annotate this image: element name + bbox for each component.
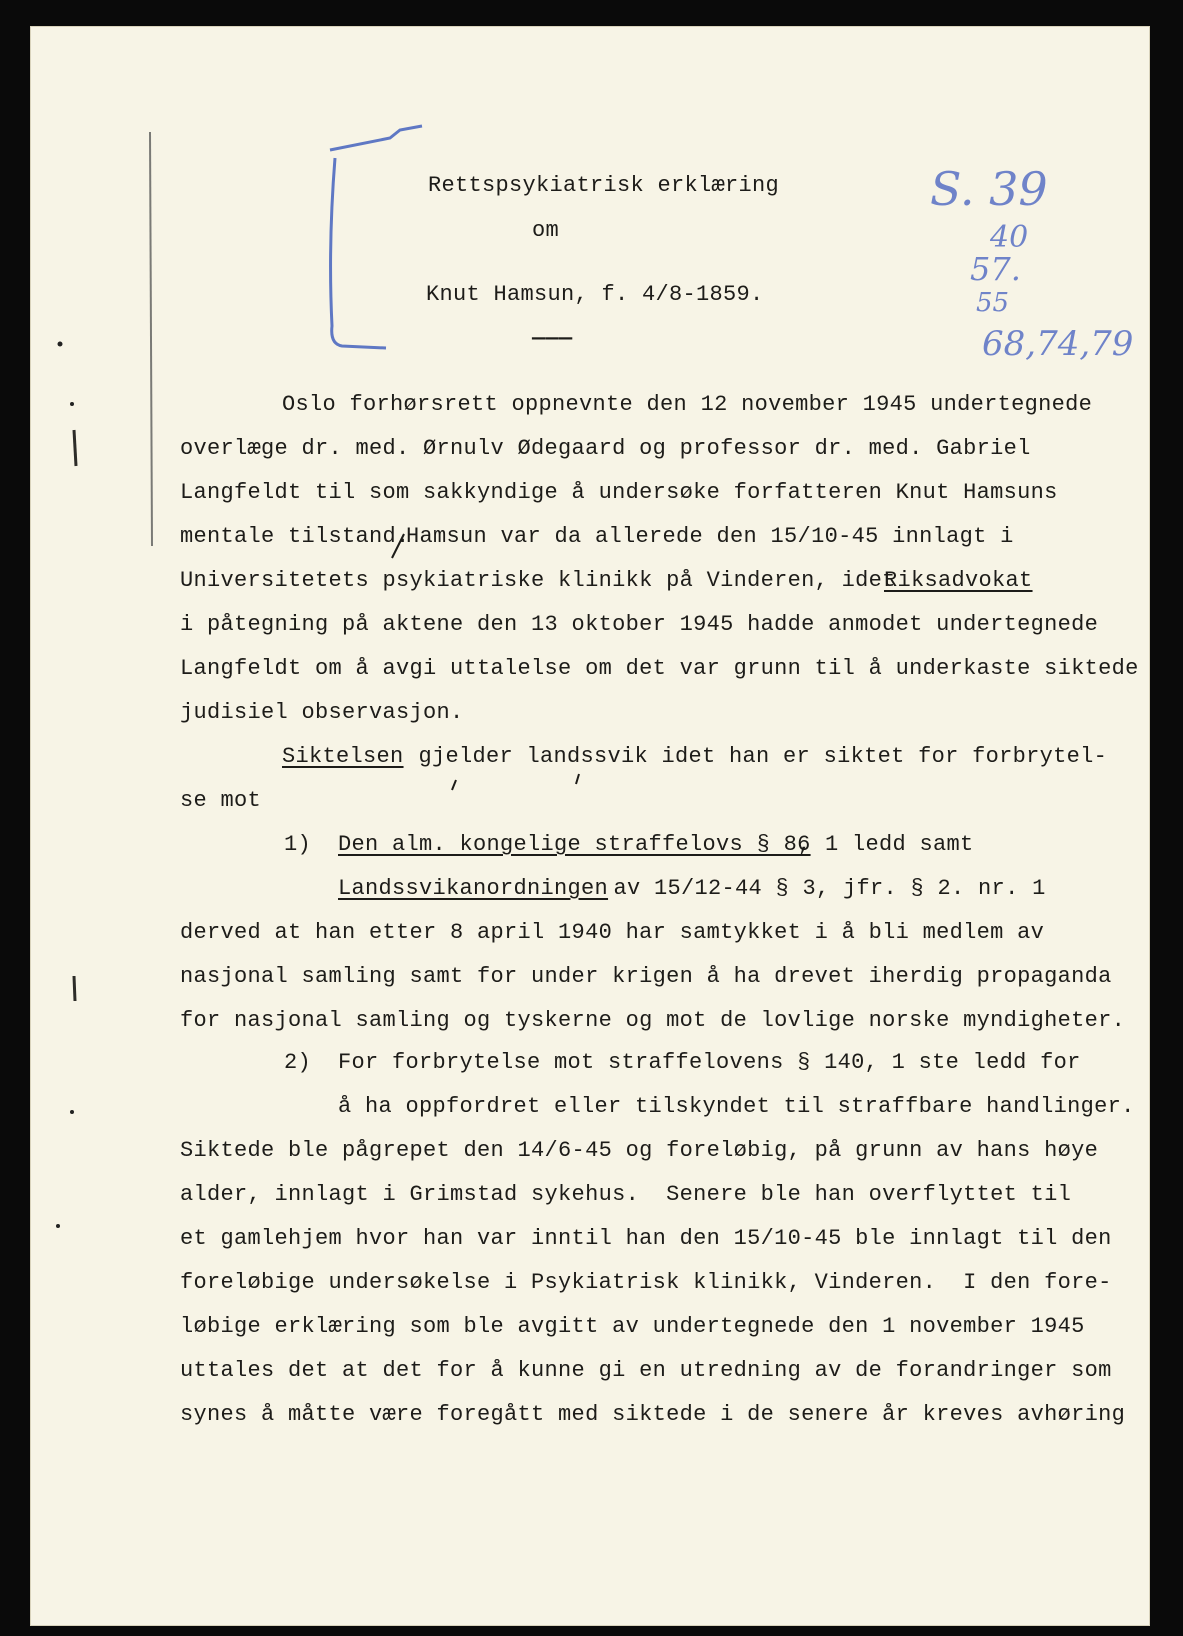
document-title-om: om <box>532 218 560 243</box>
body-line: Siktede ble pågrepet den 14/6-45 og foreløbig, på grunn av hans høye <box>180 1138 1099 1163</box>
margin-line <box>150 132 152 546</box>
underlined-term: Landssvikanordningen <box>338 876 609 901</box>
margin-dot <box>58 342 63 347</box>
body-line: derved at han etter 8 april 1940 har samtykket i å bli medlem av <box>180 920 1045 945</box>
tick-marks <box>452 774 579 790</box>
underlined-term: Riksadvokat <box>884 568 1033 593</box>
body-line: mentale tilstand. <box>180 524 410 549</box>
list-number: 1) <box>284 832 312 857</box>
margin-dot <box>70 402 74 406</box>
body-line: for nasjonal samling og tyskerne og mot de lovlige norske myndigheter. <box>180 1008 1126 1033</box>
body-line: Langfeldt til som sakkyndige å undersøke forfatteren Knut Hamsuns <box>180 480 1058 505</box>
margin-mark <box>74 430 76 466</box>
stamp-line: 40 <box>990 220 1029 255</box>
body-line: et gamlehjem hvor han var inntil han den 15/10-45 ble innlagt til den <box>180 1226 1112 1251</box>
body-line: , 1 ledd samt <box>798 832 974 857</box>
body-line: uttales det at det for å kunne gi en utredning av de forandringer som <box>180 1358 1112 1383</box>
body-line: se mot <box>180 788 262 813</box>
document-title: Rettspsykiatrisk erklæring <box>428 173 780 198</box>
body-line: å ha oppfordret eller tilskyndet til straffbare handlinger. <box>338 1094 1135 1119</box>
body-line: Langfeldt om å avgi uttalelse om det var grunn til å underkaste siktede <box>180 656 1139 681</box>
body-line: gjelder landssvik idet han er siktet for forbrytel- <box>405 744 1108 769</box>
title-separator: ——— <box>532 326 573 351</box>
body-line: synes å måtte være foregått med siktede i de senere år kreves avhøring <box>180 1402 1126 1427</box>
bracket-top-stroke <box>330 126 422 150</box>
stamp-line: S. 39 <box>930 162 1048 216</box>
body-line: løbige erklæring som ble avgitt av undertegnede den 1 november 1945 <box>180 1314 1085 1339</box>
body-line: i påtegning på aktene den 13 oktober 1945 hadde anmodet undertegnede <box>180 612 1099 637</box>
body-line: Universitetets psykiatriske klinikk på Vinderen, idet <box>180 568 910 593</box>
margin-mark <box>74 976 75 1001</box>
body-line: av 15/12-44 § 3, jfr. § 2. nr. 1 <box>600 876 1046 901</box>
list-number: 2) <box>284 1050 312 1075</box>
bracket-vertical-stroke <box>331 158 386 348</box>
body-line: Oslo forhørsrett oppnevnte den 12 november 1945 undertegnede <box>282 392 1093 417</box>
margin-dot <box>70 1110 74 1114</box>
underlined-term: Siktelsen <box>282 744 404 769</box>
margin-dot <box>56 1224 60 1228</box>
body-line: overlæge dr. med. Ørnulv Ødegaard og professor dr. med. Gabriel <box>180 436 1031 461</box>
body-line: foreløbige undersøkelse i Psykiatrisk klinikk, Vinderen. I den fore- <box>180 1270 1112 1295</box>
body-line: For forbrytelse mot straffelovens § 140, 1 ste ledd for <box>338 1050 1081 1075</box>
body-line: alder, innlagt i Grimstad sykehus. Senere ble han overflyttet til <box>180 1182 1072 1207</box>
underlined-term: Den alm. kongelige straffelovs § 86 <box>338 832 811 857</box>
body-line: nasjonal samling samt for under krigen å ha drevet iherdig propaganda <box>180 964 1112 989</box>
body-line: Hamsun var da allerede den 15/10-45 innlagt i <box>406 524 1014 549</box>
stamp-line: 55 <box>976 288 1010 318</box>
body-line: judisiel observasjon. <box>180 700 464 725</box>
stamp-line: 68,74,79 <box>982 324 1134 364</box>
stamp-line: 57. <box>970 250 1021 288</box>
document-subject: Knut Hamsun, f. 4/8-1859. <box>426 282 764 307</box>
document-page <box>30 26 1150 1626</box>
